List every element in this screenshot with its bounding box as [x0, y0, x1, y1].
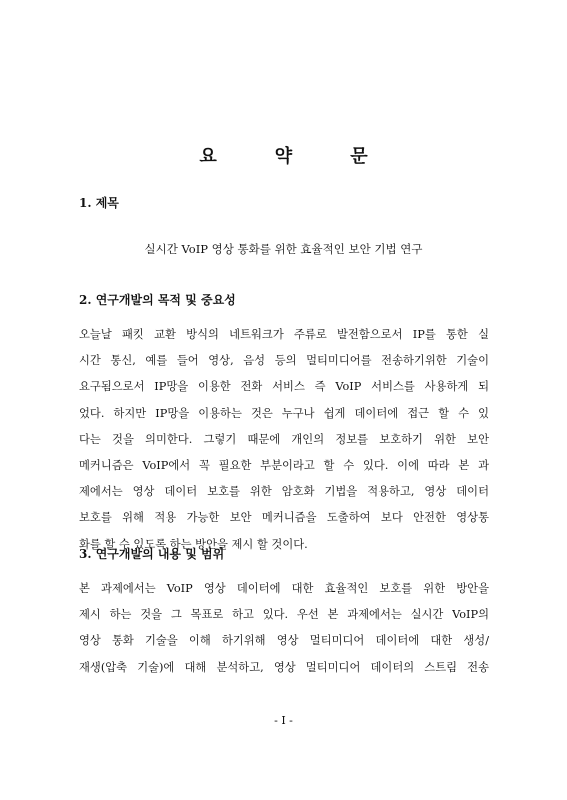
- paragraph-line: 요구됨으로서 IP망을 이용한 전화 서비스 즉 VoIP 서비스를 사용하게 되: [79, 380, 489, 394]
- paragraph-line: 재생(압축 기술)에 대해 분석하고, 영상 멀티미디어 데이터의 스트림 전송: [79, 660, 489, 674]
- paragraph-line: 었다. 하지만 IP망을 이용하는 것은 누구나 쉽게 데이터에 접근 할 수 있: [79, 406, 489, 420]
- page-title: [0, 142, 567, 168]
- paragraph-line: 본 과제에서는 VoIP 영상 데이터에 대한 효율적인 보호를 위한 방안을: [79, 582, 489, 595]
- title-char-1: 요: [199, 146, 217, 167]
- title-char-2: 약: [274, 146, 293, 167]
- research-title: 실시간 VoIP 영상 통화를 위한 효율적인 보안 기법 연구: [144, 242, 423, 256]
- paragraph-line: 보호를 위해 적용 가능한 보안 메커니즘을 도출하여 보다 안전한 영상통: [79, 511, 489, 525]
- paragraph-line: 다는 것을 의미한다. 그렇기 때문에 개인의 정보를 보호하기 위한 보안: [79, 432, 489, 446]
- paragraph-line: 메커니즘은 VoIP에서 꼭 필요한 부분이라고 할 수 있다. 이에 따라 본 과: [79, 458, 489, 472]
- section-heading-scope: 3. 연구개발의 내용 및 범위: [79, 547, 225, 561]
- scope-paragraph: [79, 576, 489, 681]
- paragraph-line: 제에서는 영상 데이터 보호를 위한 암호화 기법을 적용하고, 영상 데이터: [79, 485, 489, 499]
- paragraph-line: 제시 하는 것을 그 목표로 하고 있다. 우선 본 과제에서는 실시간 VoIP의: [79, 608, 489, 622]
- paragraph-line: 시간 통신, 예를 들어 영상, 음성 등의 멀티미디어를 전송하기위한 기술이: [79, 354, 489, 368]
- paragraph-line: 영상 통화 기술을 이해 하기위해 영상 멀티미디어 데이터에 대한 생성/: [79, 634, 489, 648]
- section-heading-title: 1. 제목: [79, 196, 119, 210]
- title-char-3: 문: [350, 146, 368, 167]
- purpose-paragraph: [79, 322, 489, 558]
- paragraph-line: 화를 할 수 있도록 하는 방안을 제시 할 것이다.: [79, 537, 308, 551]
- section-heading-purpose: 2. 연구개발의 목적 및 중요성: [79, 293, 236, 307]
- page-number: - I -: [274, 714, 293, 727]
- paragraph-line: 오늘날 패킷 교환 방식의 네트워크가 주류로 발전함으로서 IP를 통한 실: [79, 328, 489, 341]
